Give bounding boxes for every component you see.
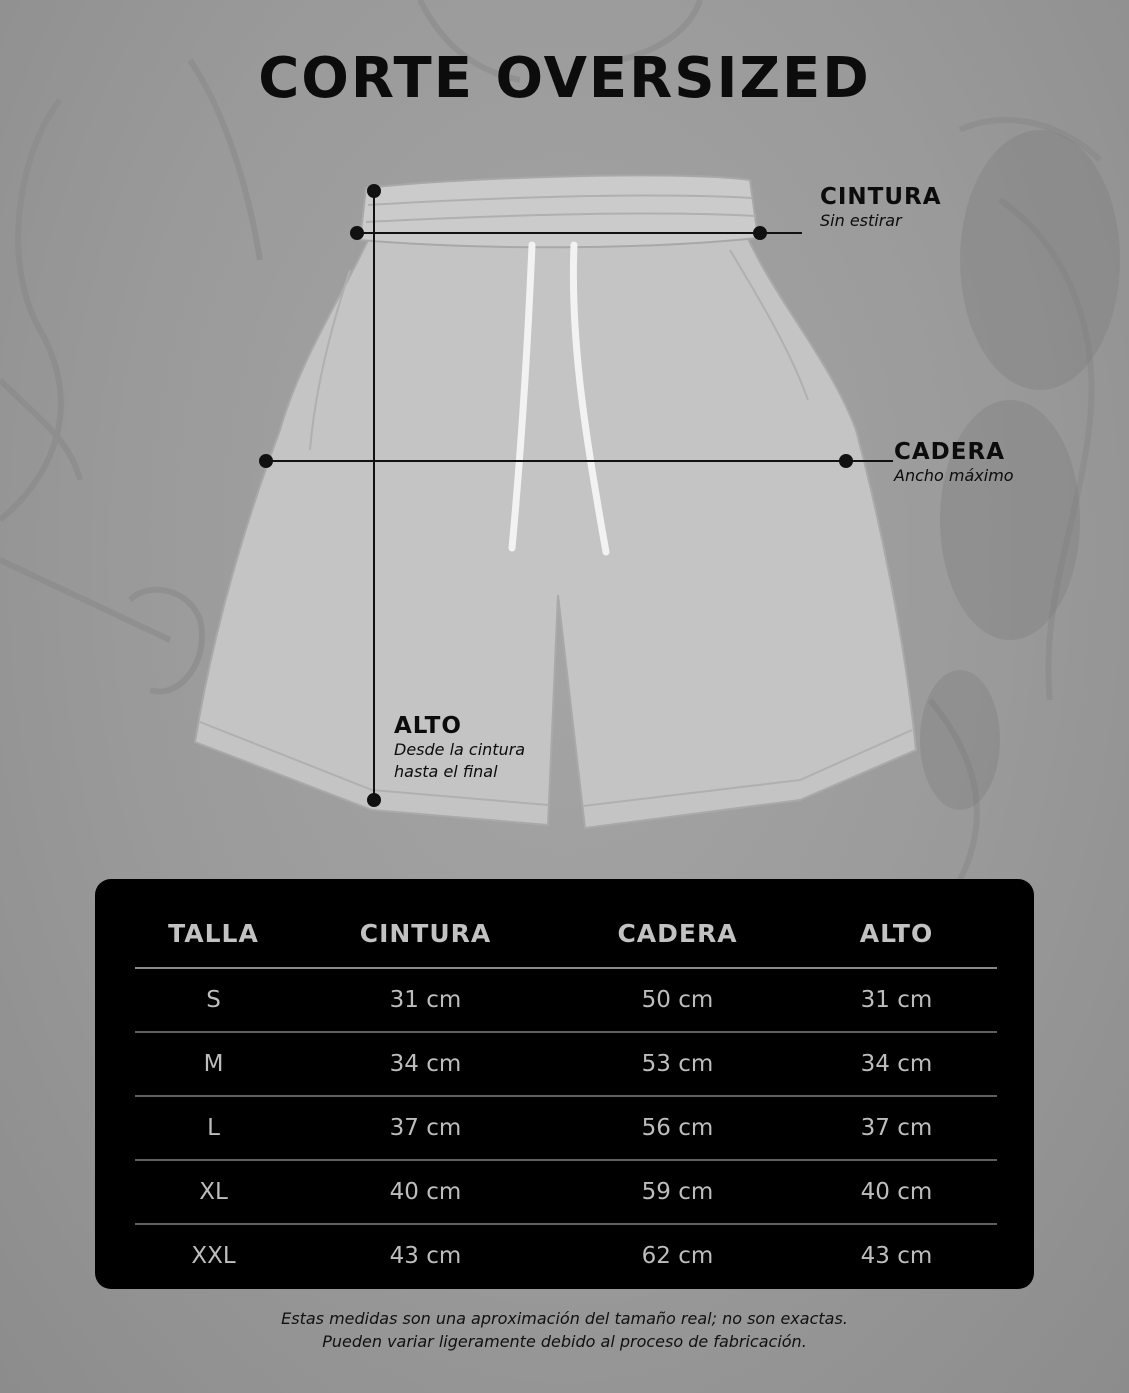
table-row	[135, 1160, 997, 1224]
size-table	[135, 899, 997, 1287]
cell-cintura: 40 cm	[292, 1160, 559, 1224]
cell-talla: L	[135, 1096, 292, 1160]
waistband	[360, 175, 758, 247]
label-cadera-title: CADERA	[894, 439, 1005, 465]
label-cadera	[894, 439, 1014, 487]
cell-talla: S	[135, 968, 292, 1032]
size-table-panel	[95, 879, 1034, 1289]
footnote-line1: Estas medidas son una aproximación del tamaño real; no son exactas.	[281, 1309, 848, 1328]
cell-cadera: 56 cm	[559, 1096, 796, 1160]
cell-alto: 40 cm	[796, 1160, 997, 1224]
table-row	[135, 968, 997, 1032]
cell-cadera: 59 cm	[559, 1160, 796, 1224]
cell-talla: XL	[135, 1160, 292, 1224]
footnote	[0, 1307, 1129, 1353]
label-alto-desc-line1: Desde la cintura	[394, 740, 526, 759]
cell-talla: M	[135, 1032, 292, 1096]
table-row	[135, 1096, 997, 1160]
label-cadera-desc: Ancho máximo	[894, 466, 1014, 485]
length-marker-bottom	[368, 794, 380, 806]
waist-marker-right	[754, 227, 766, 239]
label-cintura-desc: Sin estirar	[820, 211, 902, 230]
cell-alto: 37 cm	[796, 1096, 997, 1160]
page-title: CORTE OVERSIZED	[258, 46, 871, 111]
header-cadera: CADERA	[559, 899, 796, 968]
waist-marker-left	[351, 227, 363, 239]
header-alto: ALTO	[796, 899, 997, 968]
length-marker-top	[368, 185, 380, 197]
cell-cadera: 53 cm	[559, 1032, 796, 1096]
label-alto-desc-line2: hasta el final	[394, 762, 498, 781]
cell-cintura: 37 cm	[292, 1096, 559, 1160]
table-header-row	[135, 899, 997, 968]
cell-alto: 34 cm	[796, 1032, 997, 1096]
table-row	[135, 1224, 997, 1287]
cell-talla: XXL	[191, 1243, 236, 1269]
cell-cintura: 34 cm	[292, 1032, 559, 1096]
hip-marker-left	[260, 455, 272, 467]
cell-cadera: 62 cm	[641, 1243, 714, 1269]
label-alto	[394, 713, 525, 783]
cell-cadera: 50 cm	[559, 968, 796, 1032]
footnote-line2: Pueden variar ligeramente debido al proceso de fabricación.	[322, 1332, 807, 1351]
label-cintura	[820, 184, 942, 232]
table-row	[135, 1032, 997, 1096]
cell-alto: 43 cm	[860, 1243, 933, 1269]
shorts-body	[195, 232, 916, 828]
cell-cintura: 31 cm	[292, 968, 559, 1032]
cell-cintura: 43 cm	[389, 1243, 462, 1269]
header-talla: TALLA	[135, 899, 292, 968]
label-alto-title: ALTO	[394, 713, 462, 739]
cell-alto: 31 cm	[796, 968, 997, 1032]
header-cintura: CINTURA	[292, 899, 559, 968]
label-cintura-title: CINTURA	[820, 184, 942, 210]
hip-marker-right	[840, 455, 852, 467]
